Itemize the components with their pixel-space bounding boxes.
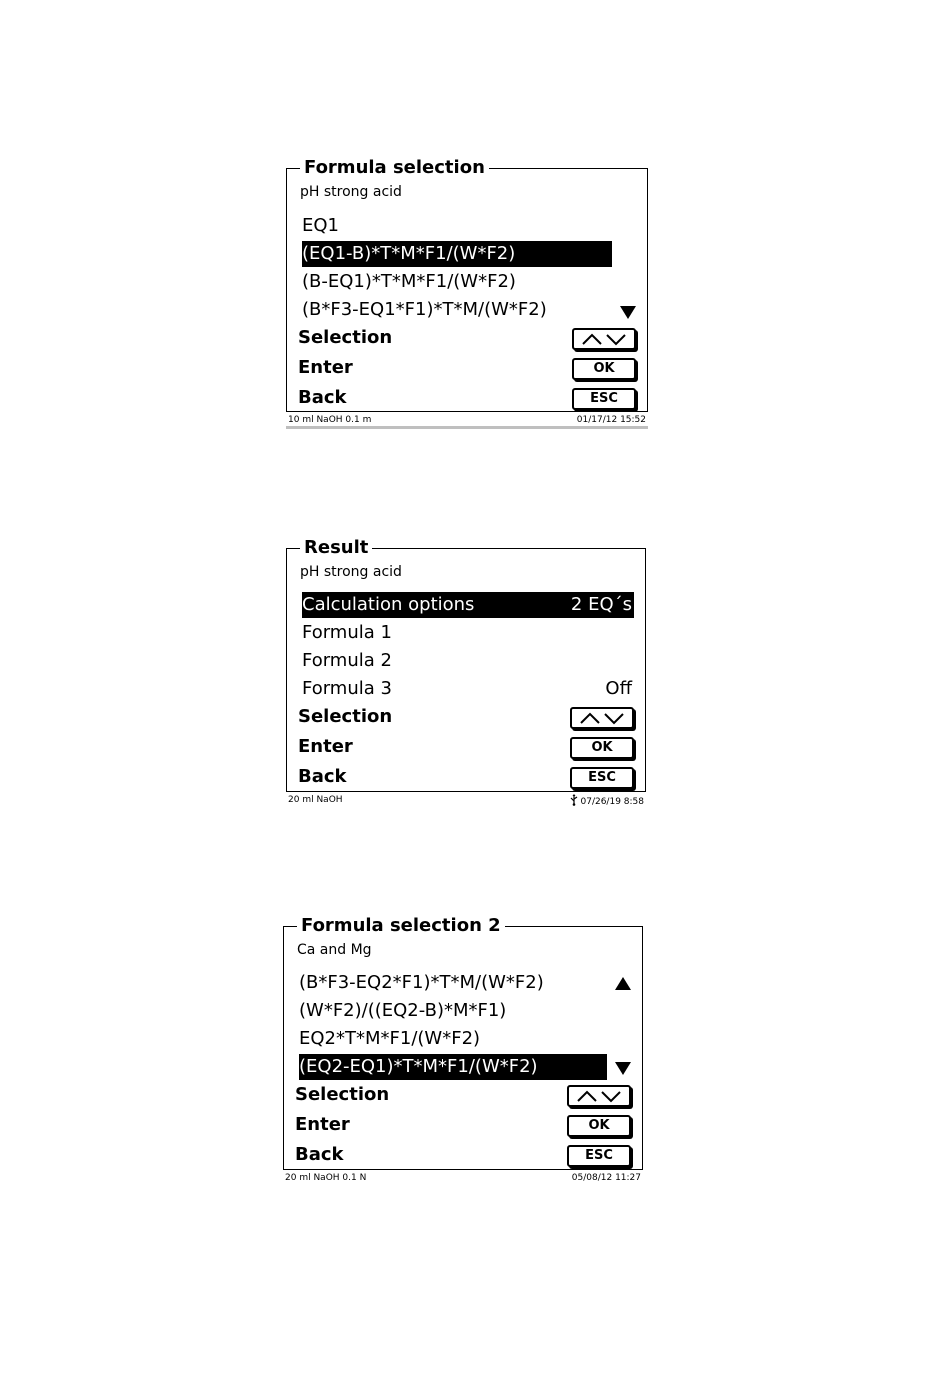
up-down-arrows-icon: [575, 1089, 623, 1103]
status-datetime: 07/26/19 8:58: [580, 797, 644, 807]
selection-label: Selection: [298, 327, 393, 348]
list-item[interactable]: EQ1: [302, 215, 339, 236]
dialog-title: Formula selection: [300, 158, 489, 178]
ok-button[interactable]: OK: [572, 358, 636, 380]
up-down-arrows-icon: [580, 332, 628, 346]
selection-arrows-button[interactable]: [567, 1085, 631, 1107]
up-down-arrows-icon: [578, 711, 626, 725]
usb-icon: [569, 794, 579, 806]
status-bar: [286, 414, 648, 426]
back-label: Back: [298, 387, 347, 408]
list-item[interactable]: (B*F3-EQ1*F1)*T*M/(W*F2): [302, 299, 547, 320]
esc-button[interactable]: ESC: [570, 767, 634, 789]
list-item-selected[interactable]: (EQ1-B)*T*M*F1/(W*F2): [302, 241, 612, 267]
dialog-title: Formula selection 2: [297, 916, 505, 936]
list-item[interactable]: Formula 1: [302, 622, 392, 643]
list-item[interactable]: (W*F2)/((EQ2-B)*M*F1): [299, 1000, 507, 1021]
status-datetime: 05/08/12 11:27: [571, 1173, 641, 1183]
ok-button[interactable]: OK: [567, 1115, 631, 1137]
enter-label: Enter: [295, 1114, 350, 1135]
list-item[interactable]: Formula 3 Off: [302, 678, 632, 699]
status-left: 10 ml NaOH 0.1 m: [288, 415, 372, 425]
status-bar: [286, 794, 646, 806]
selection-arrows-button[interactable]: [572, 328, 636, 350]
dialog-subtitle: Ca and Mg: [297, 942, 372, 958]
status-right: [569, 794, 645, 808]
list-item[interactable]: EQ2*T*M*F1/(W*F2): [299, 1028, 481, 1049]
selection-label: Selection: [295, 1084, 390, 1105]
screen-result: [286, 538, 646, 812]
list-item-selected[interactable]: Calculation options 2 EQ´s: [302, 592, 634, 618]
status-left: 20 ml NaOH 0.1 N: [285, 1173, 367, 1183]
list-item-selected[interactable]: (EQ2-EQ1)*T*M*F1/(W*F2): [299, 1054, 607, 1080]
ok-button[interactable]: OK: [570, 737, 634, 759]
back-label: Back: [298, 766, 347, 787]
scroll-down-icon[interactable]: [615, 1062, 631, 1075]
screen-formula-selection-2: [283, 916, 643, 1190]
dialog-subtitle: pH strong acid: [300, 184, 402, 200]
selection-arrows-button[interactable]: [570, 707, 634, 729]
enter-label: Enter: [298, 736, 353, 757]
scroll-down-icon[interactable]: [620, 306, 636, 319]
esc-button[interactable]: ESC: [567, 1145, 631, 1167]
list-item[interactable]: Formula 2: [302, 650, 392, 671]
esc-button[interactable]: ESC: [572, 388, 636, 410]
dialog-subtitle: pH strong acid: [300, 564, 402, 580]
list-item[interactable]: (B-EQ1)*T*M*F1/(W*F2): [302, 271, 516, 292]
back-label: Back: [295, 1144, 344, 1165]
status-bar: [283, 1172, 643, 1184]
scroll-up-icon[interactable]: [615, 977, 631, 990]
status-datetime: 01/17/12 15:52: [576, 415, 646, 425]
enter-label: Enter: [298, 357, 353, 378]
status-left: 20 ml NaOH: [288, 795, 343, 805]
screen-formula-selection: [286, 158, 648, 434]
selection-label: Selection: [298, 706, 393, 727]
list-item[interactable]: (B*F3-EQ2*F1)*T*M/(W*F2): [299, 972, 544, 993]
status-divider: [286, 426, 648, 429]
dialog-title: Result: [300, 538, 372, 558]
